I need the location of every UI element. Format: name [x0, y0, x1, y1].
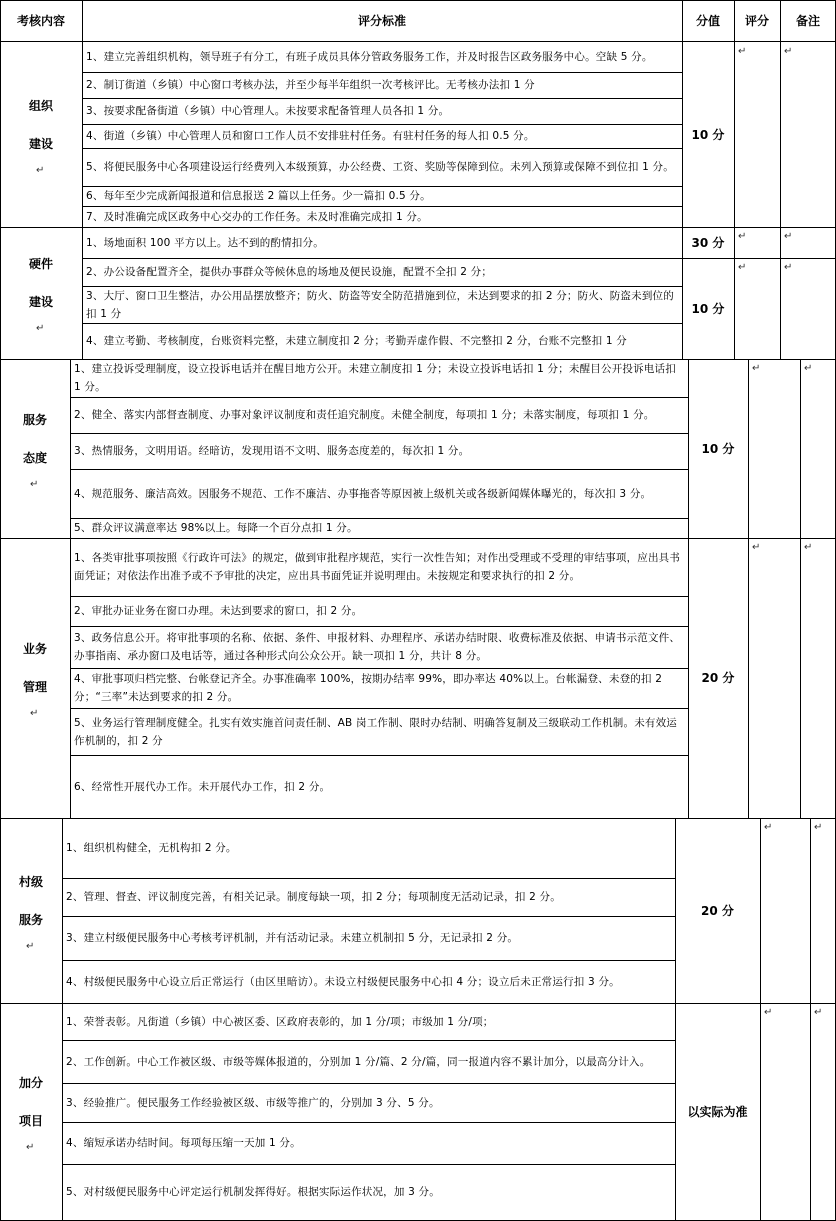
- header-points: 分值: [695, 14, 720, 28]
- section-label-org-2: 建设: [28, 136, 53, 151]
- grid-vline: [800, 538, 801, 818]
- grid-hline: [682, 258, 836, 259]
- grid-vline: [780, 0, 781, 42]
- criteria-item: 5、对村级便民服务中心评定运行机制发挥得好。根据实际运作状况，加 3 分。: [66, 1186, 440, 1198]
- points-value: 10 分: [691, 127, 725, 142]
- remark-cell-mark: ↵: [784, 231, 793, 242]
- criteria-item: 2、审批办证业务在窗口办理。未达到要求的窗口，扣 2 分。: [74, 605, 363, 617]
- criteria-item: 2、办公设备配置齐全，提供办事群众等候休息的场地及便民设施，配置不全扣 2 分；: [86, 266, 493, 278]
- remark-cell-mark: ↵: [814, 1007, 823, 1018]
- section-label-bonus-2: 项目: [18, 1113, 43, 1128]
- grid-vline: [780, 42, 781, 227]
- grid-vline: [748, 359, 749, 538]
- score-cell-mark: ↵: [752, 542, 761, 553]
- criteria-item: 3、经验推广。便民服务工作经验被区级、市级等推广的，分别加 3 分、5 分。: [66, 1096, 440, 1109]
- score-cell-mark: ↵: [752, 363, 761, 374]
- points-value: 20 分: [701, 903, 734, 918]
- score-cell-mark: ↵: [764, 1007, 773, 1018]
- criteria-item: 5、将便民服务中心各项建设运行经费列入本级预算，办公经费、工资、奖励等保障到位。未列入预算或保障不到位扣 1 分。: [86, 161, 674, 173]
- score-cell-mark: ↵: [764, 822, 773, 833]
- criteria-item: 4、建立考勤、考核制度，台账资料完整，未建立制度扣 2 分；考勤弄虚作假、不完整扣 2 分，台账不完整扣 1 分: [86, 335, 627, 347]
- section-label-bonus-1: 加分: [18, 1075, 43, 1090]
- points-value: 以实际为准: [687, 1104, 748, 1119]
- points-value: 10 分: [691, 301, 725, 316]
- remark-cell-mark: ↵: [814, 822, 823, 833]
- section-label-biz-2: 管理: [22, 680, 47, 694]
- criteria-item: 3、大厅、窗口卫生整洁，办公用品摆放整齐；防火、防盗等安全防范措施到位，未达到要求的扣 2 分；防火、防盗未到位的扣 1 分: [86, 289, 674, 320]
- criteria-item: 2、制订街道（乡镇）中心窗口考核办法，并至少每半年组织一次考核评比。无考核办法扣 1 分: [86, 79, 535, 91]
- criteria-item: 7、及时准确完成区政务中心交办的工作任务。未及时准确完成扣 1 分。: [86, 210, 428, 223]
- grid-vline: [734, 42, 735, 227]
- section-label-svc-1: 服务: [22, 412, 47, 427]
- header-criteria: 评分标准: [357, 14, 406, 28]
- section-label-svc-2: 态度: [22, 450, 47, 465]
- criteria-item: 3、政务信息公开。将审批事项的名称、依据、条件、申报材料、办理程序、承诺办结时限、收费标准及依据、申请书示范文件、办事指南、承办窗口及电话等，通过各种形式向公众公开。缺一项扣 1 分，共计 8 分。: [74, 632, 681, 662]
- criteria-item: 4、街道（乡镇）中心管理人员和窗口工作人员不安排驻村任务。有驻村任务的每人扣 0.5 分。: [86, 130, 535, 142]
- grid-hline: [0, 0, 836, 1]
- criteria-item: 3、按要求配备街道（乡镇）中心管理人。未按要求配备管理人员各扣 1 分。: [86, 105, 450, 117]
- grid-vline: [682, 0, 683, 42]
- section-label-vil-1: 村级: [18, 874, 43, 889]
- score-cell-mark: ↵: [738, 231, 747, 242]
- grid-vline: [734, 0, 735, 42]
- criteria-item: 4、规范服务、廉洁高效。因服务不规范、工作不廉洁、办事拖沓等原因被上级机关或各级新闻媒体曝光的，每次扣 3 分。: [74, 487, 652, 500]
- criteria-item: 1、场地面积 100 平方以上。达不到的酌情扣分。: [86, 236, 324, 249]
- header-score: 评分: [744, 14, 769, 28]
- grid-vline: [800, 359, 801, 538]
- para-mark: ↵: [30, 708, 39, 719]
- grid-vline: [780, 227, 781, 359]
- points-value: 20 分: [701, 671, 735, 685]
- criteria-item: 3、建立村级便民服务中心考核考评机制，并有活动记录。未建立机制扣 5 分，无记录扣 2 分。: [66, 932, 519, 944]
- criteria-item: 5、业务运行管理制度健全。扎实有效实施首问责任制、AB 岗工作制、限时办结制、明确答复制及三级联动工作机制。未有效运作机制的，扣 2 分: [74, 716, 678, 747]
- criteria-item: 4、审批事项归档完整、台帐登记齐全。办事准确率 100%，按期办结率 99%，即办率达 40%以上。台帐漏登、未登的扣 2 分；“三率”未达到要求的扣 2 分。: [74, 673, 663, 703]
- section-label-hw-2: 建设: [28, 295, 53, 309]
- para-mark: ↵: [26, 1141, 35, 1153]
- criteria-item: 5、群众评议满意率达 98%以上。每降一个百分点扣 1 分。: [74, 522, 358, 534]
- para-mark: ↵: [36, 323, 45, 334]
- section-label-org-1: 组织: [28, 98, 53, 113]
- criteria-item: 6、经常性开展代办工作。未开展代办工作，扣 2 分。: [74, 780, 331, 793]
- criteria-item: 1、组织机构健全，无机构扣 2 分。: [66, 842, 237, 854]
- criteria-item: 4、村级便民服务中心设立后正常运行（由区里暗访）。未设立村级便民服务中心扣 4 分；设立后未正常运行扣 3 分。: [66, 975, 620, 988]
- score-cell-mark: ↵: [738, 46, 747, 57]
- section-label-hw-1: 硬件: [28, 257, 53, 271]
- table-header: [0, 0, 836, 42]
- grid-vline: [810, 818, 811, 1003]
- para-mark: ↵: [26, 940, 35, 952]
- criteria-item: 2、工作创新。中心工作被区级、市级等媒体报道的，分别加 1 分/篇、2 分/篇，同一报道内容不累计加分，以最高分计入。: [66, 1055, 651, 1068]
- grid-vline: [810, 1003, 811, 1220]
- grid-vline: [760, 818, 761, 1003]
- para-mark: ↵: [36, 164, 45, 176]
- grid-vline: [760, 1003, 761, 1220]
- criteria-item: 2、健全、落实内部督查制度、办事对象评议制度和责任追究制度。未健全制度，每项扣 1 分；未落实制度，每项扣 1 分。: [74, 409, 655, 421]
- criteria-item: 1、建立完善组织机构，领导班子有分工，有班子成员具体分管政务服务工作，并及时报告区政务服务中心。空缺 5 分。: [86, 51, 653, 63]
- criteria-item: 1、建立投诉受理制度，设立投诉电话并在醒目地方公开。未建立制度扣 1 分；未设立投诉电话扣 1 分；未醒目公开投诉电话扣 1 分。: [74, 363, 676, 393]
- criteria-item: 4、缩短承诺办结时间。每项每压缩一天加 1 分。: [66, 1137, 301, 1149]
- grid-vline: [734, 227, 735, 359]
- remark-cell-mark: ↵: [804, 363, 813, 374]
- points-value: 10 分: [701, 441, 735, 456]
- criteria-item: 6、每年至少完成新闻报道和信息报送 2 篇以上任务。少一篇扣 0.5 分。: [86, 190, 431, 202]
- criteria-item: 1、荣誉表彰。凡街道（乡镇）中心被区委、区政府表彰的，加 1 分/项；市级加 1 分/项；: [66, 1015, 494, 1028]
- points-value: 30 分: [691, 235, 725, 250]
- para-mark: ↵: [30, 478, 39, 490]
- criteria-item: 1、各类审批事项按照《行政许可法》的规定，做到审批程序规范，实行一次性告知；对作出受理或不受理的审结事项，应出具书面凭证；对依法作出准予或不予审批的决定，应出具书面凭证并说明理由。未按规定和要求执行的扣 2 分。: [74, 552, 681, 582]
- remark-cell-mark: ↵: [784, 46, 793, 57]
- grid-vline: [0, 0, 1, 1220]
- grid-vline: [82, 0, 83, 42]
- remark-cell-mark: ↵: [784, 262, 793, 273]
- section-label-biz-1: 业务: [22, 642, 47, 656]
- criteria-item: 2、管理、督查、评议制度完善，有相关记录。制度每缺一项，扣 2 分；每项制度无活动记录，扣 2 分。: [66, 891, 561, 903]
- remark-cell-mark: ↵: [804, 542, 813, 553]
- criteria-item: 3、热情服务，文明用语。经暗访，发现用语不文明、服务态度差的，每次扣 1 分。: [74, 445, 470, 457]
- header-remark: 备注: [795, 14, 820, 28]
- grid-vline: [748, 538, 749, 818]
- header-content: 考核内容: [16, 14, 65, 28]
- section-label-vil-2: 服务: [18, 912, 43, 927]
- score-cell-mark: ↵: [738, 262, 747, 273]
